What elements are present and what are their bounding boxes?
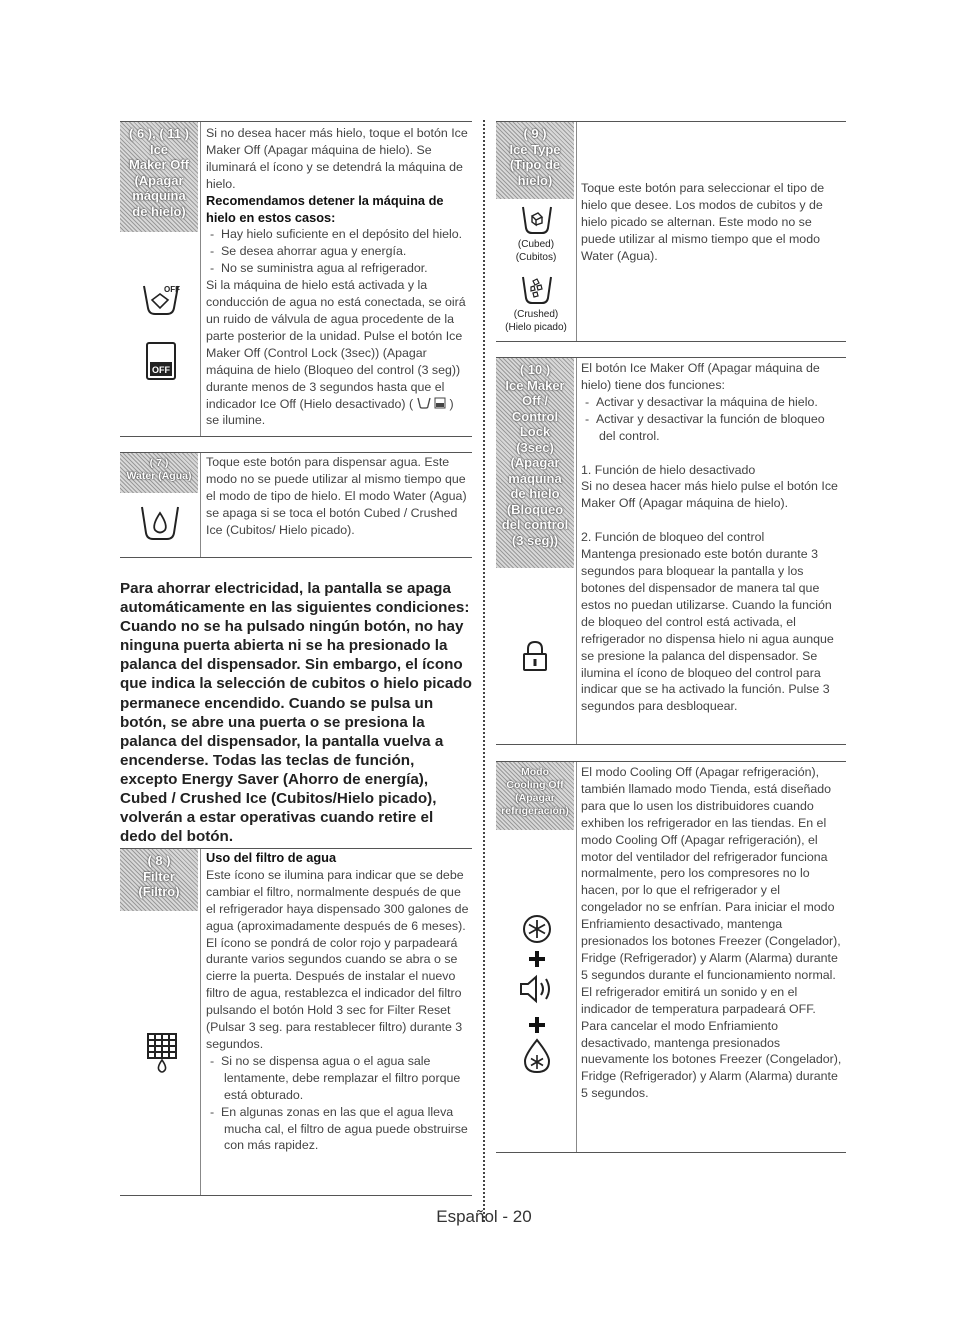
divider [576, 358, 577, 744]
cubed-caption: (Cubed) (Cubitos) [515, 239, 557, 263]
paragraph: Mantenga presionado este botón durante 3 segundos para bloquear la pantalla y los botones del dispensador de manera tal que estos no puedan utilizarse. Cuando la función de bloqueo del control está activada, el refrigerador no dispensa hielo ni agua aunque se presione la palanca del dispensador. Se ilumina el ícono de bloqueo del control para indicar que se ha activado la función. Pulse 3 segundos para desbloquear. [581, 547, 834, 714]
label-text: ( 6 ), ( 11 ) Ice Maker Off (Apagar máquina de hielo) [129, 126, 189, 219]
page-footer: Español - 20 [436, 1207, 532, 1226]
fridge-icon [522, 1038, 552, 1079]
subheading: 1. Función de hielo desactivado [581, 462, 756, 477]
paragraph: El botón Ice Maker Off (Apagar máquina de hielo) tiene dos funciones: [581, 361, 820, 392]
paragraph: Si la máquina de hielo está activada y la conducción de agua no está conectada, se oirá un ruido de válvula de agua procedente de la parte posterior de la unidad. Pulse el botón Ice Maker Off (Control Lock (3sec)) (Apagar máquina de hielo (Bloqueo del control (3 seg)) durante menos de 3 segundos hasta que el indicador Ice Off (Hielo desactivado) ( ) se ilumine. [206, 278, 466, 428]
divider [576, 122, 577, 341]
freezer-icon [522, 914, 552, 949]
paragraph: Toque este botón para seleccionar el tipo de hielo que desee. Los modos de cubitos y de hielo picado se alternan. Este modo no se puede utilizar al mismo tiempo que el modo Water (Agua). [581, 181, 825, 263]
filter-icon [146, 1032, 178, 1079]
display-off-paragraph: Para ahorrar electricidad, la pantalla se apaga automáticamente en las siguientes condiciones: Cuando no se ha pulsado ningún botón, no hay ninguna puerta abierta ni se ha presionado la palanca del dispensador. Sin embargo, el ícono que indica la selección de cubitos o hielo picado permanece encendido. Cuando se pulsa un botón, se abre una puerta o se presiona la palanca del dispensador, la pantalla vuelva a encenderse. Todas las teclas de función, excepto Energy Saver (Ahorro de energía), Cubed / Crushed Ice (Cubitos/Hielo picado), volverán a estar operativas cuando retire el dedo del botón. [120, 580, 472, 846]
paragraph: Si no desea hacer más hielo, toque el botón Ice Maker Off (Apagar máquina de hielo). Se iluminará el ícono y se detendrá la máquina de hielo. [206, 126, 468, 191]
paragraph: Toque este botón para dispensar agua. Este modo no se puede utilizar al mismo tiempo que el modo de tipo de hielo. El modo Water (Agua) se apaga si se toca el botón Cubed / Crushed Ice (Cubitos/ Hielo picado). [206, 455, 467, 537]
paragraph: Este ícono se ilumina para indicar que se debe cambiar el filtro, normalmente después de que el refrigerador haya dispensado 300 galones de agua (aproximadamente después de 6 meses). El ícono se pondrá de color rojo y parpadeará durante varios segundos cuando se abra o se cierre la puerta. Después de instalar el nuevo filtro de agua, restablezca el indicador del filtro pulsando el botón Hold 3 sec for Filter Reset (Pulsar 3 seg. para restablecer filtro) durante 3 segundos. [206, 867, 469, 1051]
section-text [206, 454, 470, 539]
section-ice-maker-off-control-lock [496, 357, 846, 745]
section-text [581, 764, 843, 1102]
bullet: - Si no se dispensa agua o el agua sale lentamente, debe remplazar el filtro porque está obturado. [210, 1053, 461, 1102]
water-icon [138, 503, 182, 548]
divider [200, 849, 201, 1195]
section-label [120, 453, 198, 493]
section-label [496, 762, 574, 830]
section-text [581, 180, 843, 265]
section-ice-maker-off [120, 121, 472, 437]
label-text: ( 9 ) Ice Type (Tipo de hielo) [509, 126, 561, 188]
alarm-icon [518, 974, 556, 1009]
cubed-ice-icon [520, 204, 554, 241]
section-label [496, 122, 574, 199]
lock-icon [522, 640, 548, 677]
ice-off-icon [140, 282, 182, 323]
heading: Recomendamos detener la máquina de hielo en estos casos: [206, 192, 444, 225]
section-label [120, 849, 198, 911]
column-separator [483, 120, 485, 1222]
bullet: - Se desea ahorrar agua y energía. [210, 244, 407, 259]
crushed-caption: (Crushed) (Hielo picado) [505, 309, 567, 333]
plus-icon [528, 1016, 546, 1039]
section-filter [120, 848, 472, 1196]
divider [200, 122, 201, 436]
bullet: - En algunas zonas en las que el agua lleva mucha cal, el filtro de agua puede obstruirse con más rapidez. [210, 1104, 468, 1153]
section-label [496, 358, 574, 568]
bullet: - Activar y desactivar la función de bloqueo del control. [585, 411, 825, 443]
paragraph: Si no desea hacer más hielo pulse el botón Ice Maker Off (Apagar máquina de hielo). [581, 479, 838, 511]
label-text: ( 10 ) Ice Maker Off / Control Lock (3sec) (Apagar máquina de hielo (Bloqueo del control (3 seg)) [501, 362, 569, 548]
section-cooling-off [496, 761, 846, 1153]
label-text: ( 7 ) Water (Agua) [126, 457, 192, 482]
label-text: ( 8 ) Filter (Filtro) [138, 853, 180, 899]
bullet: - No se suministra agua al refrigerador. [210, 261, 428, 276]
section-text [206, 850, 470, 1154]
subheading: 2. Función de bloqueo del control [581, 530, 765, 545]
ice-maker-off-button-icon [146, 342, 176, 385]
section-text [581, 360, 843, 715]
section-label [120, 122, 198, 232]
crushed-ice-icon [520, 274, 554, 311]
plus-icon [528, 950, 546, 973]
svg-text:OFF: OFF [164, 285, 180, 294]
section-text [206, 125, 470, 429]
svg-text:OFF: OFF [152, 365, 170, 375]
bullet: - Activar y desactivar la máquina de hielo. [585, 394, 818, 409]
section-ice-type [496, 121, 846, 342]
ice-maker-off-icon-inline [434, 397, 446, 409]
divider [200, 453, 201, 557]
label-text: Modo Cooling Off (Apagar refrigeración) [501, 766, 569, 817]
ice-off-icon-inline [417, 397, 431, 409]
section-water [120, 452, 472, 558]
paragraph: El modo Cooling Off (Apagar refrigeración), también llamado modo Tienda, está diseñado para que lo usen los distribuidores cuando exhiben los refrigerador en las tiendas. En el modo Cooling Off (Apagar refrigeración), el motor del ventilador del refrigerador funciona normalmente, pero los compresores no lo hacen, por lo que el refrigerador y el congelador no se enfrían. Para iniciar el modo Enfriamiento desactivado, mantenga presionados los botones Freezer (Congelador), Fridge (Refrigerador) y Alarm (Alarma) durante 5 segundos durante el funcionamiento normal. El refrigerador emitirá un sonido y en el indicador de temperatura parpadeará OFF. Para cancelar el modo Enfriamiento desactivado, mantenga presionados nuevamente los botones Freezer (Congelador), Fridge (Refrigerador) y Alarm (Alarma) durante 5 segundos. [581, 765, 842, 1101]
heading: Uso del filtro de agua [206, 850, 337, 865]
bullet: - Hay hielo suficiente en el depósito del hielo. [210, 227, 463, 242]
divider [576, 762, 577, 1152]
